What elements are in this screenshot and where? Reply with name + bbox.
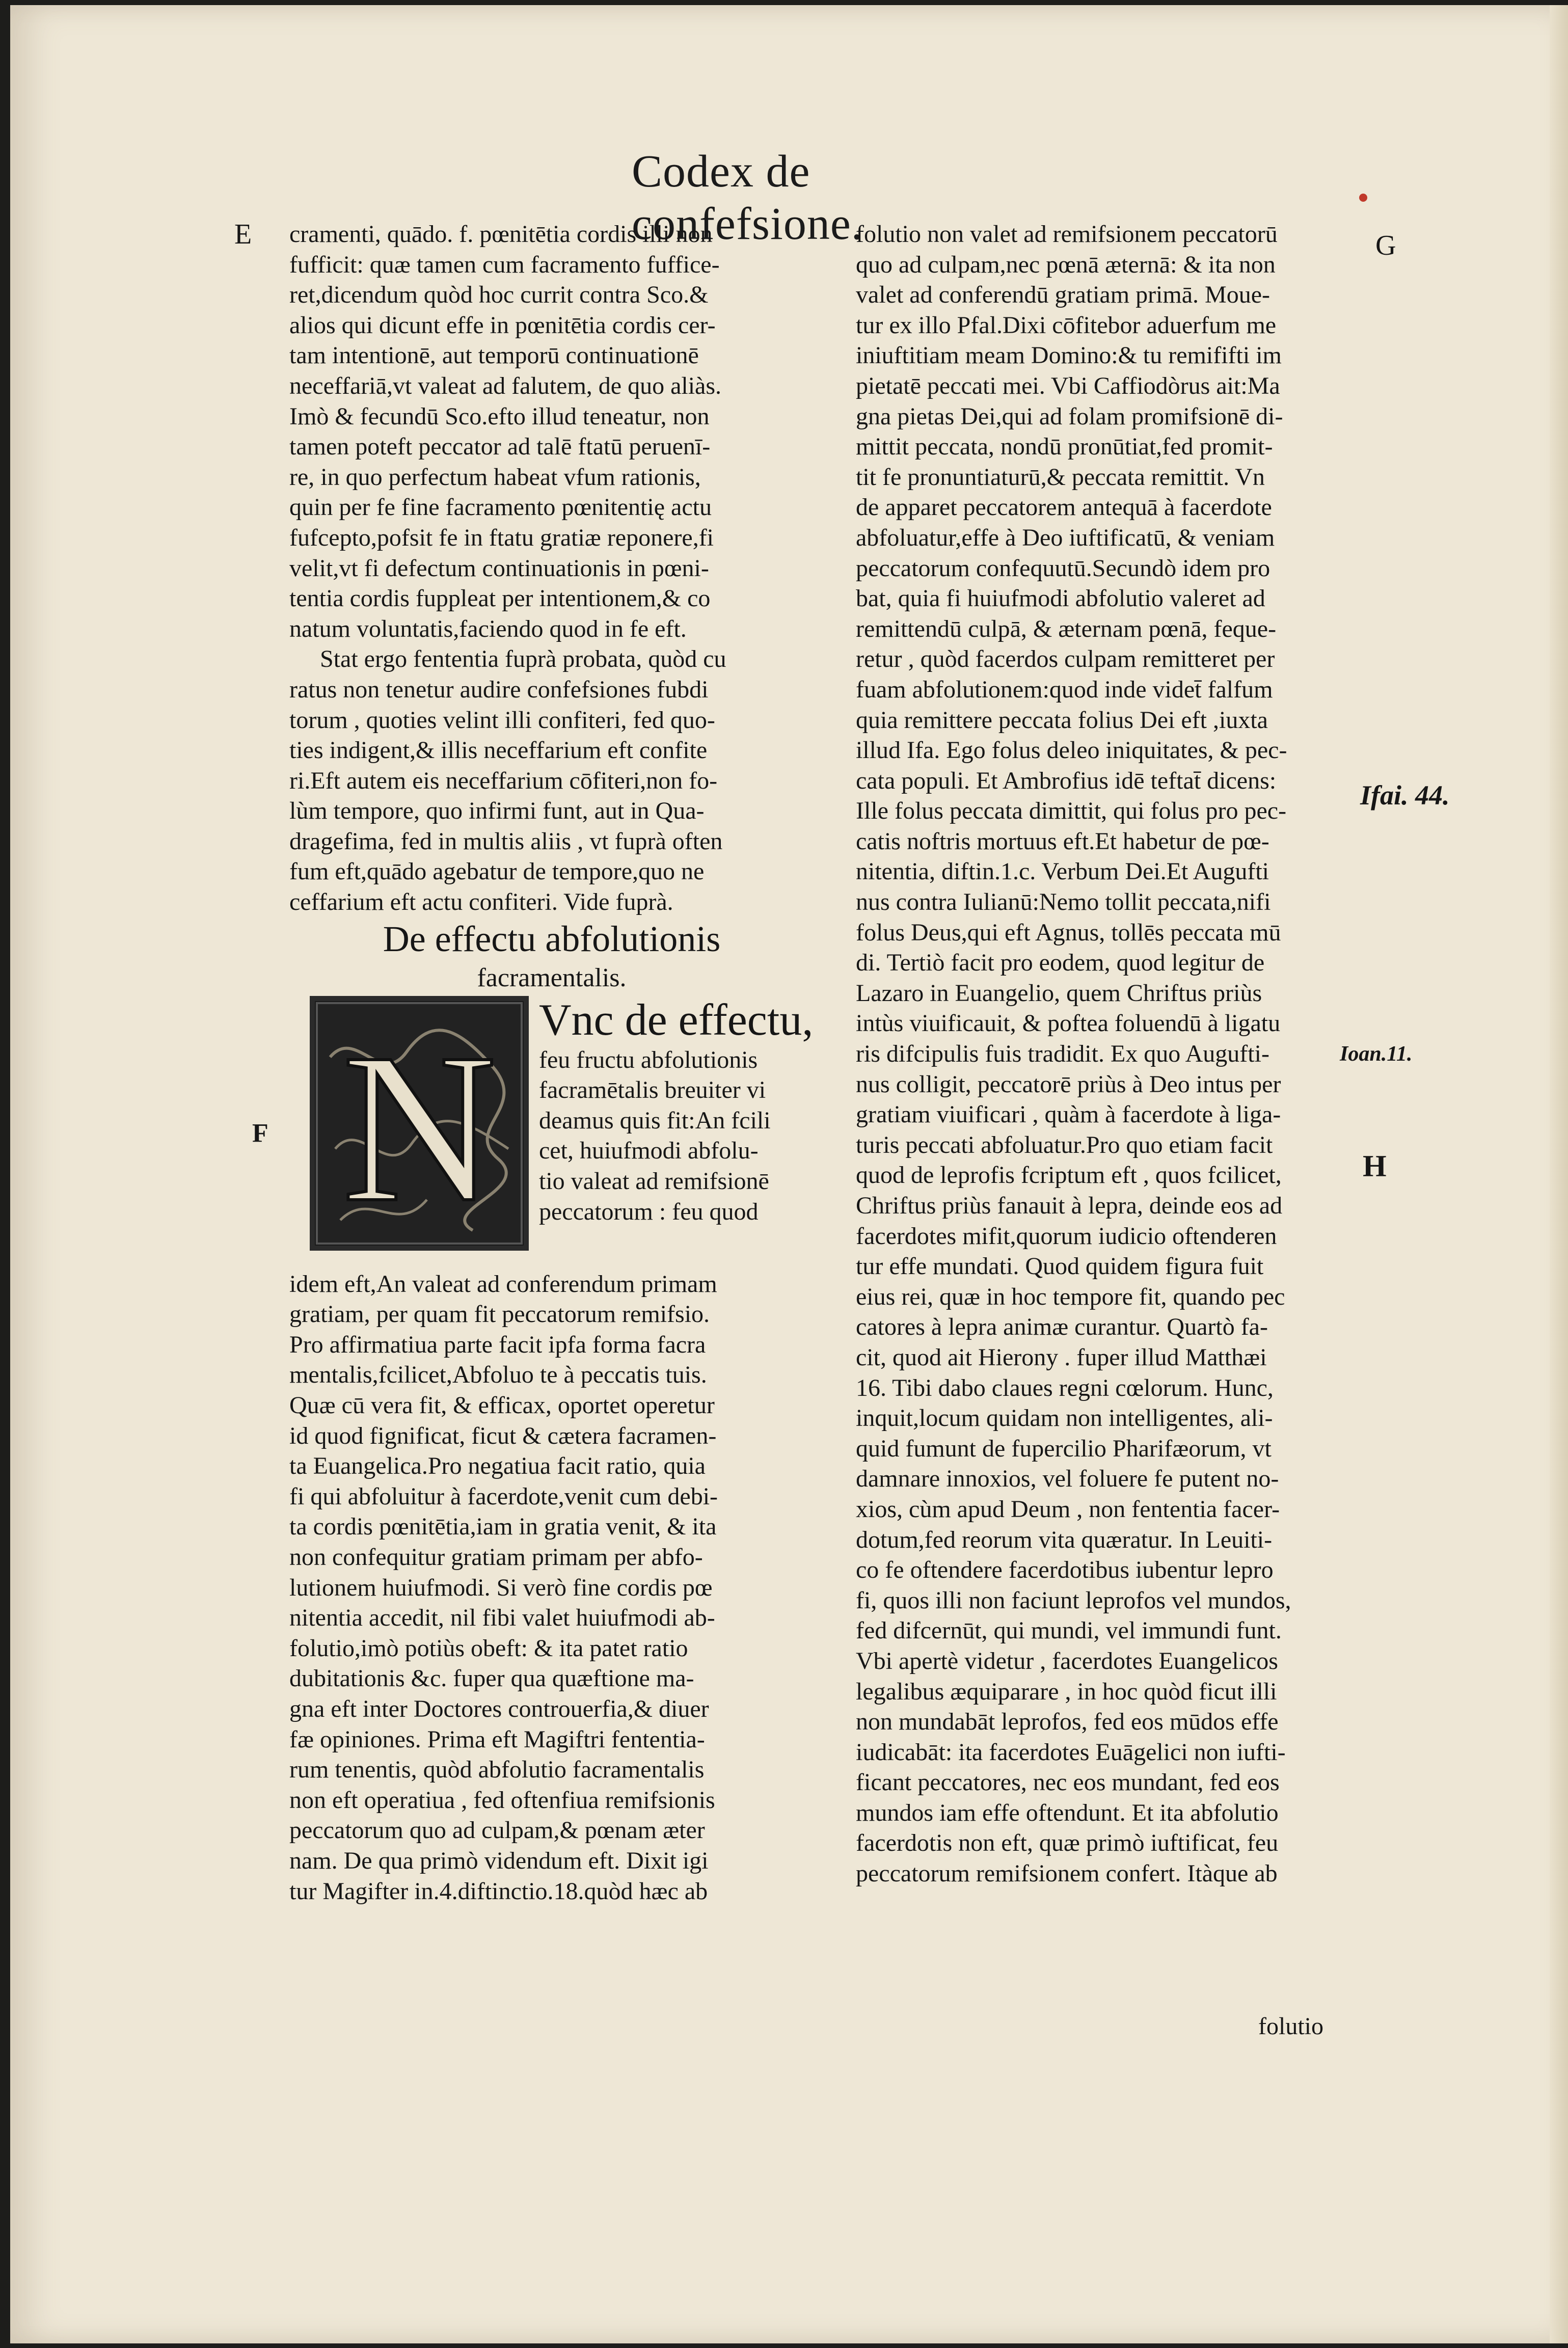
text-line: Stat ergo fententia fuprà probata, quòd cu bbox=[320, 645, 726, 673]
left-column-top-text bbox=[289, 219, 814, 644]
text-line: nus colligit, peccatorē priùs à Deo intus per bbox=[856, 1070, 1281, 1098]
text-line: feu fructu abfolutionis bbox=[539, 1046, 758, 1073]
text-line: peccatorum : feu quod bbox=[539, 1198, 759, 1225]
text-line: Lazaro in Euangelio, quem Chriftus priùs bbox=[856, 979, 1262, 1007]
initial-letter-n: N bbox=[342, 1009, 497, 1246]
text-line: fed difcernūt, qui mundi, vel immundi funt. bbox=[856, 1617, 1282, 1644]
text-line: quo ad culpam,nec pœnā æternā: & ita non bbox=[856, 251, 1276, 278]
text-line: tio valeat ad remifsionē bbox=[539, 1168, 769, 1195]
text-line: di. Tertiò facit pro eodem, quod legitur de bbox=[856, 949, 1265, 977]
text-line: facramētalis breuiter vi bbox=[539, 1076, 766, 1104]
text-line: nitentia accedit, nil fibi valet huiufmodi ab- bbox=[289, 1604, 715, 1632]
page-edge bbox=[1550, 5, 1568, 2343]
text-line: cramenti, quādo. f. pœnitētia cordis illi non bbox=[289, 221, 713, 248]
text-line: nam. De qua primò videndum eft. Dixit igi bbox=[289, 1847, 709, 1874]
text-line: Quæ cū vera fit, & efficax, oportet operetur bbox=[289, 1392, 715, 1419]
text-line: lùm tempore, quo infirmi funt, aut in Qua- bbox=[289, 797, 705, 825]
text-line: fuam abfolutionem:quod inde videt̄ falfum bbox=[856, 676, 1273, 703]
text-line: turis peccati abfoluatur.Pro quo etiam facit bbox=[856, 1131, 1273, 1158]
text-line: nitentia, diftin.1.c. Verbum Dei.Et Augufti bbox=[856, 858, 1269, 885]
text-line: cata populi. Et Ambrofius idē teftat̄ dicens: bbox=[856, 767, 1277, 794]
text-line: non eft operatiua , fed oftenfiua remifsionis bbox=[289, 1786, 715, 1814]
text-line: legalibus æquiparare , in hoc quòd ficut illi bbox=[856, 1678, 1277, 1705]
text-line: pietatē peccati mei. Vbi Caffiodòrus ait:Ma bbox=[856, 372, 1280, 399]
text-line: neceffariā,vt valeat ad falutem, de quo aliàs. bbox=[289, 372, 722, 399]
text-line: re, in quo perfectum habeat vfum rationis, bbox=[289, 463, 701, 491]
text-line: tur ex illo Pfal.Dixi cōfitebor aduerfum me bbox=[856, 311, 1277, 339]
text-line: gratiam, per quam fit peccatorum remifsio. bbox=[289, 1301, 710, 1328]
text-line: tam intentionē, aut temporū continuationē bbox=[289, 342, 699, 369]
text-line: natum voluntatis,faciendo quod in fe eft. bbox=[289, 615, 687, 642]
text-line: retur , quòd facerdos culpam remitteret per bbox=[856, 645, 1275, 673]
text-line: mentalis,fcilicet,Abfoluo te à peccatis tuis. bbox=[289, 1361, 707, 1389]
text-line: quin per fe fine facramento pœnitentię actu bbox=[289, 494, 712, 521]
text-line: Chriftus priùs fanauit à lepra, deinde eos ad bbox=[856, 1192, 1283, 1219]
text-line: cit, quod ait Hierony . fuper illud Matthæi bbox=[856, 1343, 1267, 1371]
text-line: tentia cordis fuppleat per intentionem,& co bbox=[289, 585, 711, 612]
text-line: ret,dicendum quòd hoc currit contra Sco.& bbox=[289, 281, 709, 309]
text-line: ri.Eft autem eis neceffarium cōfiteri,non fo- bbox=[289, 767, 718, 794]
left-column bbox=[289, 219, 814, 1906]
text-line: quid fumunt de fupercilio Pharifæorum, vt bbox=[856, 1435, 1272, 1462]
red-dot-mark bbox=[1359, 194, 1367, 202]
text-line: idem eft,An valeat ad conferendum primam bbox=[289, 1270, 717, 1298]
text-line: lutionem huiufmodi. Si verò fine cordis pœ bbox=[289, 1574, 713, 1601]
text-line: fufficit: quæ tamen cum facramento fuffice- bbox=[289, 251, 720, 278]
text-line: facerdotes mifit,quorum iudicio oftenderen bbox=[856, 1222, 1277, 1250]
text-line: catores à lepra animæ curantur. Quartò fa- bbox=[856, 1313, 1268, 1341]
text-line: bat, quia fi huiufmodi abfolutio valeret ad bbox=[856, 585, 1265, 612]
right-column-text bbox=[856, 219, 1396, 1889]
text-line: fi, quos illi non faciunt leprofos vel mundos, bbox=[856, 1586, 1291, 1614]
text-line: gratiam viuificari , quàm à facerdote à liga- bbox=[856, 1101, 1281, 1128]
text-line: ties indigent,& illis neceffarium eft confite bbox=[289, 737, 708, 764]
margin-letter-e: E bbox=[234, 219, 252, 250]
margin-letter-f: F bbox=[252, 1119, 268, 1148]
running-head: Codex de confefsione. bbox=[632, 146, 863, 249]
drop-cap-block bbox=[289, 996, 814, 1269]
text-line: gna eft inter Doctores controuerfia,& diuer bbox=[289, 1695, 709, 1722]
text-line: peccatorum confequutū.Secundò idem pro bbox=[856, 554, 1270, 582]
book-page bbox=[10, 5, 1568, 2343]
text-line: co fe oftendere facerdotibus iubentur lepro bbox=[856, 1556, 1274, 1584]
text-line: intùs viuificauit, & poftea foluendū à ligatu bbox=[856, 1010, 1281, 1037]
text-line: iniuftitiam meam Domino:& tu remififti im bbox=[856, 342, 1282, 369]
text-line: Ille folus peccata dimittit, qui folus pro pec- bbox=[856, 797, 1287, 825]
text-line: Vbi apertè videtur , facerdotes Euangelicos bbox=[856, 1647, 1278, 1675]
decorated-initial-n bbox=[310, 996, 529, 1251]
text-line: dotum,fed reorum vita quæratur. In Leuiti- bbox=[856, 1526, 1273, 1553]
text-line: quod de leprofis fcriptum eft , quos fcilicet, bbox=[856, 1162, 1282, 1189]
text-line: cet, huiufmodi abfolu- bbox=[539, 1137, 759, 1165]
text-line: folus Deus,qui eft Agnus, tollēs peccata mū bbox=[856, 919, 1281, 946]
text-line: illud Ifa. Ego folus deleo iniquitates, & pec- bbox=[856, 737, 1287, 764]
text-line: dubitationis &c. fuper qua quæftione ma- bbox=[289, 1665, 694, 1692]
text-line: ficant peccatores, nec eos mundant, fed eos bbox=[856, 1769, 1280, 1796]
text-line: velit,vt fi defectum continuationis in pœni- bbox=[289, 554, 709, 582]
text-line: non mundabāt leprofos, fed eos mūdos effe bbox=[856, 1708, 1279, 1736]
text-line: Imò & fecundū Sco.efto illud teneatur, non bbox=[289, 402, 710, 430]
text-line: id quod fignificat, ficut & cætera facramen- bbox=[289, 1422, 717, 1449]
text-line: mundos iam effe oftendunt. Et ita abfolutio bbox=[856, 1799, 1279, 1826]
left-column-paragraph-2 bbox=[289, 644, 814, 917]
text-line: abfoluatur,effe à Deo iuftificatū, & veniam bbox=[856, 524, 1275, 551]
text-line: ta Euangelica.Pro negatiua facit ratio, quia bbox=[289, 1452, 706, 1480]
text-line: eius rei, quæ in hoc tempore fit, quando pec bbox=[856, 1283, 1285, 1310]
text-line: tur Magifter in.4.diftinctio.18.quòd hæc ab bbox=[289, 1877, 708, 1905]
text-line: ris difcipulis fuis tradidit. Ex quo Augufti- bbox=[856, 1040, 1269, 1068]
text-line: peccatorum remifsionem confert. Itàque ab bbox=[856, 1860, 1278, 1887]
text-line: fufcepto,pofsit fe in ftatu gratiæ reponere,fi bbox=[289, 524, 714, 551]
text-line: facerdotis non eft, quæ primò iuftificat, feu bbox=[856, 1829, 1279, 1857]
margin-letter-h: H bbox=[1363, 1149, 1387, 1183]
text-line: rum tenentis, quòd abfolutio facramentalis bbox=[289, 1756, 705, 1784]
text-line: folutio,imò potiùs obeft: & ita patet ratio bbox=[289, 1634, 688, 1662]
text-line: nus contra Iulianū:Nemo tollit peccata,nifi bbox=[856, 888, 1271, 916]
drop-cap-lines bbox=[539, 996, 813, 1227]
text-line: tamen poteft peccator ad talē ftatū peruenī- bbox=[289, 433, 711, 461]
catchword: folutio bbox=[1258, 2013, 1323, 2040]
text-line: torum , quoties velint illi confiteri, fed quo- bbox=[289, 706, 715, 734]
text-line: quia remittere peccata folius Dei eft ,iuxta bbox=[856, 706, 1268, 734]
text-line: tit fe pronuntiaturū,& peccata remittit. Vn bbox=[856, 463, 1265, 491]
text-line: tur effe mundati. Quod quidem figura fuit bbox=[856, 1253, 1264, 1280]
text-line: ta cordis pœnitētia,iam in gratia venit, & ita bbox=[289, 1513, 717, 1541]
section-title: De effectu abfolutionis bbox=[383, 918, 721, 959]
text-line: remittendū culpā, & æternam pœnā, feque- bbox=[856, 615, 1277, 642]
right-column bbox=[856, 219, 1396, 1889]
text-line: dragefima, fed in multis aliis , vt fuprà often bbox=[289, 827, 723, 855]
text-line: ceffarium eft actu confiteri. Vide fuprà. bbox=[289, 888, 673, 916]
margin-note-isaiah: Ifai. 44. bbox=[1360, 780, 1450, 811]
text-line: Pro affirmatiua parte facit ipfa forma facra bbox=[289, 1331, 706, 1358]
decorated-initial-svg bbox=[310, 996, 529, 1251]
text-line: Vnc de effectu, bbox=[539, 995, 814, 1045]
text-line: valet ad conferendū gratiam primā. Moue- bbox=[856, 281, 1270, 309]
left-column-bottom-text bbox=[289, 1269, 814, 1906]
text-line: damnare innoxios, vel foluere fe putent no- bbox=[856, 1465, 1279, 1493]
section-subtitle: facramentalis. bbox=[477, 963, 627, 992]
text-line: fum eft,quādo agebatur de tempore,quo ne bbox=[289, 858, 705, 885]
text-line: non confequitur gratiam primam per abfo- bbox=[289, 1544, 703, 1571]
text-line: inquit,locum quidam non intelligentes, ali- bbox=[856, 1405, 1273, 1432]
margin-letter-g: G bbox=[1375, 230, 1396, 261]
text-line: de apparet peccatorem antequā à facerdote bbox=[856, 494, 1272, 521]
margin-note-john: Ioan.11. bbox=[1340, 1042, 1413, 1066]
text-line: peccatorum quo ad culpam,& pœnam æter bbox=[289, 1817, 705, 1844]
text-line: folutio non valet ad remifsionem peccatorū bbox=[856, 221, 1278, 248]
text-line: gna pietas Dei,qui ad folam promifsionē di- bbox=[856, 402, 1283, 430]
text-line: iudicabāt: ita facerdotes Euāgelici non iufti- bbox=[856, 1738, 1286, 1766]
text-line: xios, cùm apud Deum , non fententia facer- bbox=[856, 1495, 1280, 1523]
text-line: catis noftris mortuus eft.Et habetur de pœ- bbox=[856, 827, 1269, 855]
text-line: alios qui dicunt effe in pœnitētia cordis cer- bbox=[289, 311, 716, 339]
text-line: ratus non tenetur audire confefsiones fubdi bbox=[289, 676, 709, 703]
text-line: fi qui abfoluitur à facerdote,venit cum debi- bbox=[289, 1482, 718, 1510]
text-line: mittit peccata, nondū pronūtiat,fed promit- bbox=[856, 433, 1273, 461]
text-line: 16. Tibi dabo claues regni cœlorum. Hunc, bbox=[856, 1374, 1274, 1401]
text-line: fæ opiniones. Prima eft Magiftri fententia- bbox=[289, 1725, 705, 1753]
text-line: deamus quis fit:An fcili bbox=[539, 1106, 771, 1134]
